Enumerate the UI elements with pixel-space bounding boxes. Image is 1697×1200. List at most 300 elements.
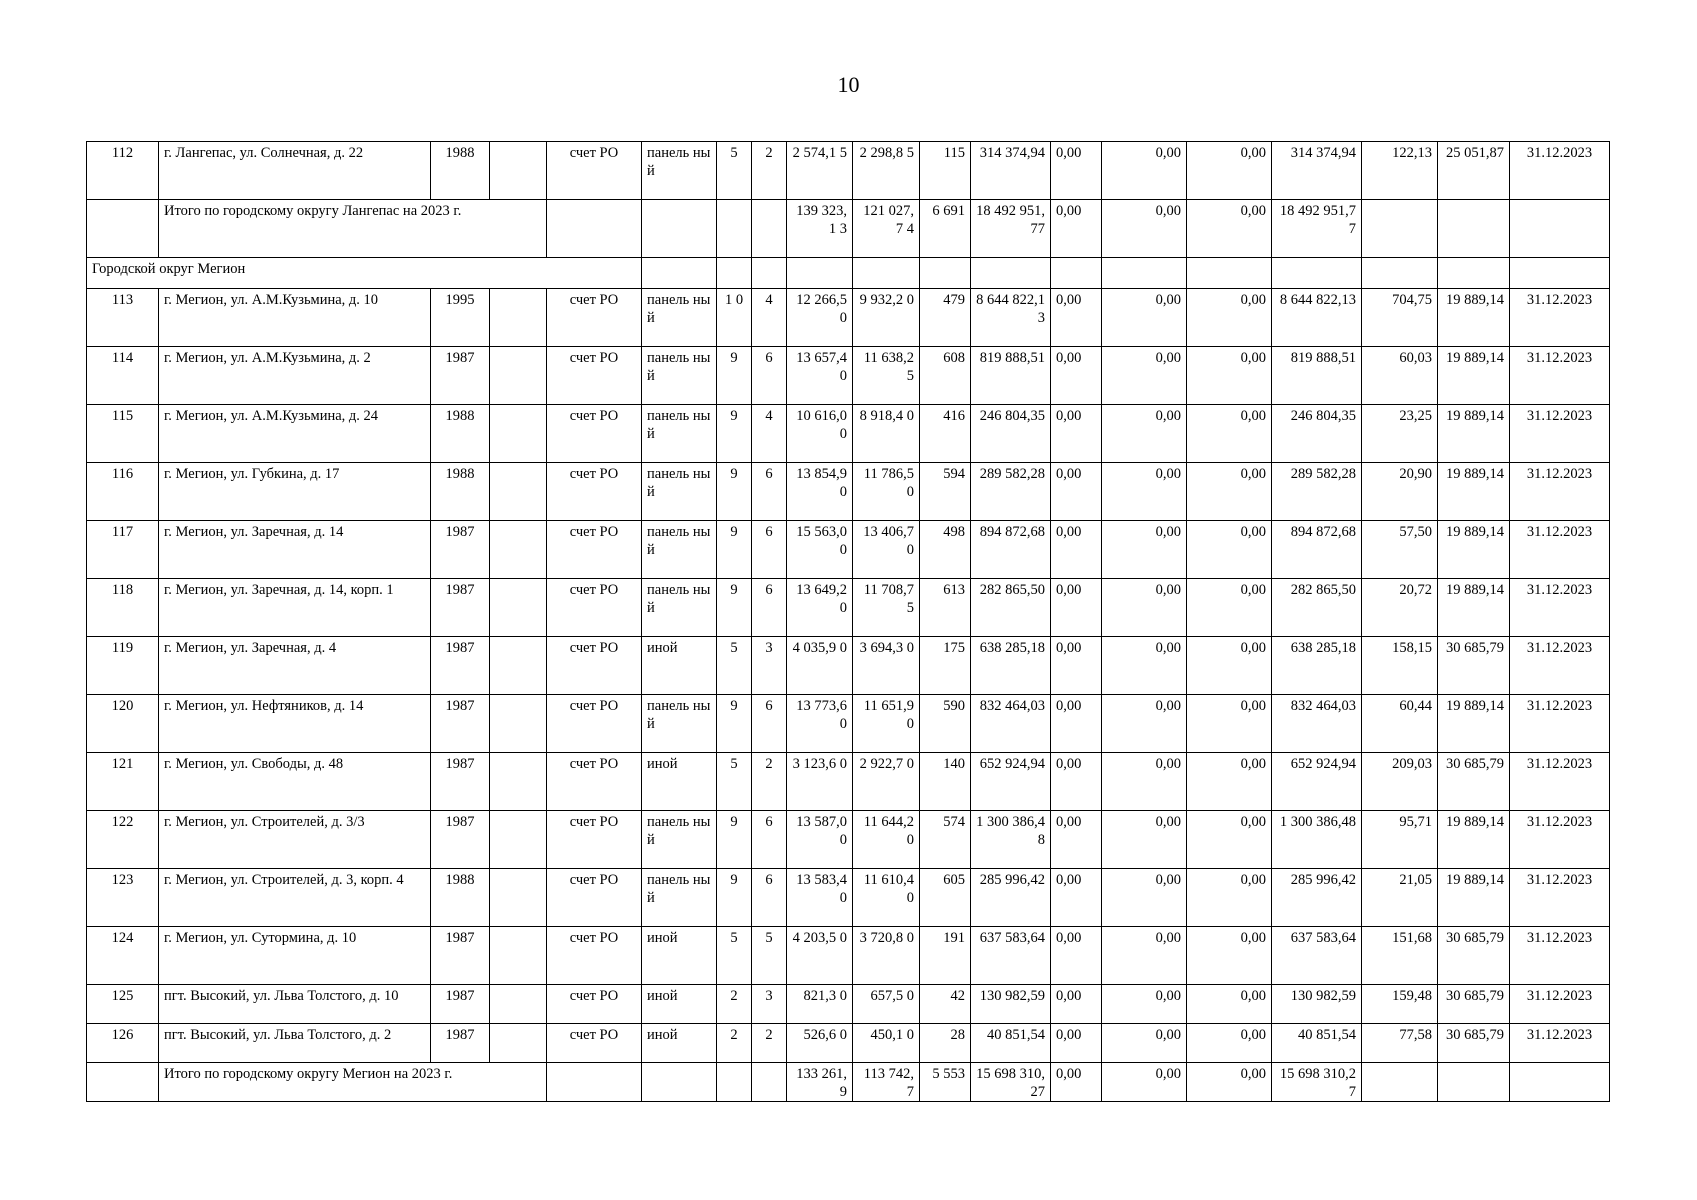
living-area: 11 651,9 0 — [853, 695, 920, 753]
fund-account: счет РО — [547, 637, 642, 695]
fund-municipal: 0,00 — [1187, 521, 1272, 579]
total-cost: 314 374,94 — [971, 142, 1051, 200]
fund-account: счет РО — [547, 753, 642, 811]
entrances-count: 2 — [752, 1024, 787, 1063]
fund-municipal: 0,00 — [1187, 1024, 1272, 1063]
limit-cost: 19 889,14 — [1438, 811, 1510, 869]
limit-cost: 30 685,79 — [1438, 637, 1510, 695]
year-built: 1987 — [431, 521, 490, 579]
empty-cell — [490, 811, 547, 869]
living-area: 13 406,7 0 — [853, 521, 920, 579]
floors-count: 9 — [717, 463, 752, 521]
empty-cell — [717, 200, 752, 258]
fund-account: счет РО — [547, 142, 642, 200]
cost-per-m2: 122,13 — [1362, 142, 1438, 200]
empty-cell — [490, 405, 547, 463]
fund-owners: 894 872,68 — [1272, 521, 1362, 579]
limit-cost: 19 889,14 — [1438, 405, 1510, 463]
floors-count: 5 — [717, 142, 752, 200]
total-row — [87, 200, 1610, 258]
fund-account: счет РО — [547, 521, 642, 579]
fund-regional: 0,00 — [1102, 753, 1187, 811]
fund-federal: 0,00 — [1051, 463, 1102, 521]
empty-cell — [717, 258, 752, 289]
total-area: 13 587,0 0 — [787, 811, 853, 869]
fund-federal: 0,00 — [1051, 142, 1102, 200]
wall-material: панель ный — [642, 521, 717, 579]
empty-cell — [490, 637, 547, 695]
deadline-date: 31.12.2023 — [1510, 289, 1610, 347]
total-cost: 819 888,51 — [971, 347, 1051, 405]
total-area: 821,3 0 — [787, 985, 853, 1024]
year-built: 1987 — [431, 1024, 490, 1063]
row-number: 120 — [87, 695, 159, 753]
empty-cell — [490, 869, 547, 927]
cost-per-m2: 159,48 — [1362, 985, 1438, 1024]
table-row — [87, 927, 1610, 985]
fund-regional: 0,00 — [1102, 985, 1187, 1024]
empty-cell — [1051, 258, 1102, 289]
total-cost: 1 300 386,48 — [971, 811, 1051, 869]
deadline-date: 31.12.2023 — [1510, 579, 1610, 637]
cost-per-m2: 57,50 — [1362, 521, 1438, 579]
total-area: 139 323,1 3 — [787, 200, 853, 258]
deadline-date: 31.12.2023 — [1510, 811, 1610, 869]
empty-cell — [490, 142, 547, 200]
cost-per-m2: 151,68 — [1362, 927, 1438, 985]
floors-count: 9 — [717, 695, 752, 753]
address-cell: г. Мегион, ул. А.М.Кузьмина, д. 24 — [159, 405, 431, 463]
total-area: 3 123,6 0 — [787, 753, 853, 811]
fund-municipal: 0,00 — [1187, 200, 1272, 258]
row-number: 112 — [87, 142, 159, 200]
empty-cell — [547, 1063, 642, 1102]
floors-count: 5 — [717, 927, 752, 985]
limit-cost: 19 889,14 — [1438, 869, 1510, 927]
limit-cost: 19 889,14 — [1438, 521, 1510, 579]
deadline-date: 31.12.2023 — [1510, 142, 1610, 200]
empty-cell — [1272, 258, 1362, 289]
residents-count: 574 — [920, 811, 971, 869]
deadline-date: 31.12.2023 — [1510, 405, 1610, 463]
living-area: 2 922,7 0 — [853, 753, 920, 811]
fund-municipal: 0,00 — [1187, 289, 1272, 347]
year-built: 1987 — [431, 985, 490, 1024]
entrances-count: 6 — [752, 811, 787, 869]
floors-count: 2 — [717, 985, 752, 1024]
fund-owners: 8 644 822,13 — [1272, 289, 1362, 347]
cost-per-m2: 20,72 — [1362, 579, 1438, 637]
fund-federal: 0,00 — [1051, 869, 1102, 927]
fund-regional: 0,00 — [1102, 289, 1187, 347]
fund-owners: 282 865,50 — [1272, 579, 1362, 637]
fund-owners: 638 285,18 — [1272, 637, 1362, 695]
table-row — [87, 753, 1610, 811]
empty-cell — [1187, 258, 1272, 289]
living-area: 3 720,8 0 — [853, 927, 920, 985]
wall-material: панель ный — [642, 695, 717, 753]
fund-account: счет РО — [547, 405, 642, 463]
residents-count: 191 — [920, 927, 971, 985]
table-row — [87, 637, 1610, 695]
empty-cell — [490, 695, 547, 753]
fund-municipal: 0,00 — [1187, 927, 1272, 985]
entrances-count: 3 — [752, 985, 787, 1024]
district-header-row — [87, 258, 1610, 289]
fund-federal: 0,00 — [1051, 985, 1102, 1024]
empty-cell — [1362, 1063, 1438, 1102]
empty-cell — [1362, 258, 1438, 289]
total-area: 4 203,5 0 — [787, 927, 853, 985]
cost-per-m2: 209,03 — [1362, 753, 1438, 811]
fund-federal: 0,00 — [1051, 927, 1102, 985]
empty-cell — [490, 985, 547, 1024]
living-area: 657,5 0 — [853, 985, 920, 1024]
wall-material: панель ный — [642, 347, 717, 405]
fund-owners: 652 924,94 — [1272, 753, 1362, 811]
year-built: 1995 — [431, 289, 490, 347]
fund-regional: 0,00 — [1102, 142, 1187, 200]
floors-count: 9 — [717, 869, 752, 927]
year-built: 1987 — [431, 579, 490, 637]
row-number: 113 — [87, 289, 159, 347]
empty-cell — [490, 579, 547, 637]
total-cost: 289 582,28 — [971, 463, 1051, 521]
fund-account: счет РО — [547, 811, 642, 869]
cost-per-m2: 23,25 — [1362, 405, 1438, 463]
deadline-date: 31.12.2023 — [1510, 985, 1610, 1024]
fund-federal: 0,00 — [1051, 289, 1102, 347]
living-area: 450,1 0 — [853, 1024, 920, 1063]
entrances-count: 3 — [752, 637, 787, 695]
total-cost: 18 492 951,77 — [971, 200, 1051, 258]
fund-owners: 1 300 386,48 — [1272, 811, 1362, 869]
living-area: 121 027,7 4 — [853, 200, 920, 258]
table-row — [87, 579, 1610, 637]
fund-account: счет РО — [547, 463, 642, 521]
fund-owners: 246 804,35 — [1272, 405, 1362, 463]
empty-cell — [87, 1063, 159, 1102]
fund-regional: 0,00 — [1102, 927, 1187, 985]
cost-per-m2: 158,15 — [1362, 637, 1438, 695]
empty-cell — [1102, 258, 1187, 289]
fund-owners: 832 464,03 — [1272, 695, 1362, 753]
total-row — [87, 1063, 1610, 1102]
limit-cost: 30 685,79 — [1438, 753, 1510, 811]
residents-count: 479 — [920, 289, 971, 347]
year-built: 1987 — [431, 811, 490, 869]
wall-material: иной — [642, 637, 717, 695]
fund-municipal: 0,00 — [1187, 142, 1272, 200]
limit-cost: 19 889,14 — [1438, 463, 1510, 521]
empty-cell — [1510, 200, 1610, 258]
residents-count: 594 — [920, 463, 971, 521]
empty-cell — [490, 753, 547, 811]
floors-count: 9 — [717, 405, 752, 463]
entrances-count: 5 — [752, 927, 787, 985]
living-area: 11 708,7 5 — [853, 579, 920, 637]
deadline-date: 31.12.2023 — [1510, 521, 1610, 579]
floors-count: 9 — [717, 579, 752, 637]
total-cost: 832 464,03 — [971, 695, 1051, 753]
total-title: Итого по городскому округу Мегион на 2023 г. — [159, 1063, 547, 1102]
total-title: Итого по городскому округу Лангепас на 2023 г. — [159, 200, 547, 258]
year-built: 1987 — [431, 695, 490, 753]
residents-count: 175 — [920, 637, 971, 695]
row-number: 114 — [87, 347, 159, 405]
fund-owners: 819 888,51 — [1272, 347, 1362, 405]
address-cell: г. Мегион, ул. Заречная, д. 14 — [159, 521, 431, 579]
wall-material: панель ный — [642, 579, 717, 637]
address-cell: г. Мегион, ул. Заречная, д. 14, корп. 1 — [159, 579, 431, 637]
fund-municipal: 0,00 — [1187, 811, 1272, 869]
limit-cost: 25 051,87 — [1438, 142, 1510, 200]
empty-cell — [1438, 200, 1510, 258]
fund-account: счет РО — [547, 289, 642, 347]
row-number: 123 — [87, 869, 159, 927]
fund-federal: 0,00 — [1051, 521, 1102, 579]
address-cell: пгт. Высокий, ул. Льва Толстого, д. 2 — [159, 1024, 431, 1063]
table-row — [87, 521, 1610, 579]
table-row — [87, 869, 1610, 927]
table-row — [87, 347, 1610, 405]
wall-material: иной — [642, 927, 717, 985]
address-cell: г. Мегион, ул. Нефтяников, д. 14 — [159, 695, 431, 753]
empty-cell — [752, 258, 787, 289]
limit-cost: 19 889,14 — [1438, 579, 1510, 637]
address-cell: г. Мегион, ул. Строителей, д. 3/3 — [159, 811, 431, 869]
empty-cell — [490, 463, 547, 521]
limit-cost: 30 685,79 — [1438, 927, 1510, 985]
residents-count: 42 — [920, 985, 971, 1024]
floors-count: 2 — [717, 1024, 752, 1063]
address-cell: г. Мегион, ул. Свободы, д. 48 — [159, 753, 431, 811]
fund-federal: 0,00 — [1051, 579, 1102, 637]
empty-cell — [1438, 1063, 1510, 1102]
cost-per-m2: 77,58 — [1362, 1024, 1438, 1063]
empty-cell — [787, 258, 853, 289]
residents-count: 590 — [920, 695, 971, 753]
deadline-date: 31.12.2023 — [1510, 695, 1610, 753]
fund-account: счет РО — [547, 869, 642, 927]
address-cell: г. Мегион, ул. А.М.Кузьмина, д. 10 — [159, 289, 431, 347]
empty-cell — [1510, 1063, 1610, 1102]
address-cell: г. Лангепас, ул. Солнечная, д. 22 — [159, 142, 431, 200]
entrances-count: 4 — [752, 289, 787, 347]
row-number: 115 — [87, 405, 159, 463]
total-area: 13 657,4 0 — [787, 347, 853, 405]
wall-material: панель ный — [642, 463, 717, 521]
fund-account: счет РО — [547, 1024, 642, 1063]
fund-federal: 0,00 — [1051, 200, 1102, 258]
empty-cell — [971, 258, 1051, 289]
row-number: 122 — [87, 811, 159, 869]
row-number: 124 — [87, 927, 159, 985]
fund-municipal: 0,00 — [1187, 695, 1272, 753]
total-area: 13 649,2 0 — [787, 579, 853, 637]
fund-account: счет РО — [547, 985, 642, 1024]
fund-regional: 0,00 — [1102, 637, 1187, 695]
total-area: 13 773,6 0 — [787, 695, 853, 753]
address-cell: г. Мегион, ул. Строителей, д. 3, корп. 4 — [159, 869, 431, 927]
total-cost: 8 644 822,13 — [971, 289, 1051, 347]
fund-owners: 285 996,42 — [1272, 869, 1362, 927]
fund-federal: 0,00 — [1051, 1024, 1102, 1063]
residents-count: 140 — [920, 753, 971, 811]
empty-cell — [87, 200, 159, 258]
total-cost: 282 865,50 — [971, 579, 1051, 637]
total-area: 13 854,9 0 — [787, 463, 853, 521]
living-area: 11 644,2 0 — [853, 811, 920, 869]
year-built: 1988 — [431, 869, 490, 927]
total-cost: 246 804,35 — [971, 405, 1051, 463]
fund-municipal: 0,00 — [1187, 753, 1272, 811]
empty-cell — [642, 200, 717, 258]
fund-municipal: 0,00 — [1187, 1063, 1272, 1102]
table-row — [87, 142, 1610, 200]
fund-federal: 0,00 — [1051, 753, 1102, 811]
living-area: 8 918,4 0 — [853, 405, 920, 463]
total-cost: 130 982,59 — [971, 985, 1051, 1024]
fund-regional: 0,00 — [1102, 1024, 1187, 1063]
total-cost: 638 285,18 — [971, 637, 1051, 695]
deadline-date: 31.12.2023 — [1510, 869, 1610, 927]
fund-municipal: 0,00 — [1187, 985, 1272, 1024]
fund-owners: 289 582,28 — [1272, 463, 1362, 521]
fund-regional: 0,00 — [1102, 200, 1187, 258]
fund-regional: 0,00 — [1102, 405, 1187, 463]
living-area: 11 786,5 0 — [853, 463, 920, 521]
fund-municipal: 0,00 — [1187, 405, 1272, 463]
entrances-count: 6 — [752, 521, 787, 579]
empty-cell — [642, 258, 717, 289]
empty-cell — [547, 200, 642, 258]
year-built: 1987 — [431, 927, 490, 985]
total-area: 13 583,4 0 — [787, 869, 853, 927]
empty-cell — [490, 521, 547, 579]
deadline-date: 31.12.2023 — [1510, 1024, 1610, 1063]
total-cost: 285 996,42 — [971, 869, 1051, 927]
fund-regional: 0,00 — [1102, 521, 1187, 579]
table-row — [87, 1024, 1610, 1063]
row-number: 121 — [87, 753, 159, 811]
entrances-count: 2 — [752, 753, 787, 811]
residents-count: 613 — [920, 579, 971, 637]
empty-cell — [752, 1063, 787, 1102]
fund-regional: 0,00 — [1102, 869, 1187, 927]
floors-count: 9 — [717, 811, 752, 869]
wall-material: панель ный — [642, 142, 717, 200]
year-built: 1988 — [431, 463, 490, 521]
total-area: 526,6 0 — [787, 1024, 853, 1063]
fund-regional: 0,00 — [1102, 347, 1187, 405]
total-area: 15 563,0 0 — [787, 521, 853, 579]
wall-material: панель ный — [642, 405, 717, 463]
cost-per-m2: 20,90 — [1362, 463, 1438, 521]
fund-owners: 314 374,94 — [1272, 142, 1362, 200]
deadline-date: 31.12.2023 — [1510, 463, 1610, 521]
fund-regional: 0,00 — [1102, 1063, 1187, 1102]
fund-owners: 15 698 310,27 — [1272, 1063, 1362, 1102]
row-number: 118 — [87, 579, 159, 637]
residents-count: 28 — [920, 1024, 971, 1063]
wall-material: панель ный — [642, 811, 717, 869]
entrances-count: 6 — [752, 869, 787, 927]
address-cell: г. Мегион, ул. Заречная, д. 4 — [159, 637, 431, 695]
cost-per-m2: 95,71 — [1362, 811, 1438, 869]
fund-account: счет РО — [547, 927, 642, 985]
empty-cell — [1438, 258, 1510, 289]
fund-federal: 0,00 — [1051, 637, 1102, 695]
living-area: 9 932,2 0 — [853, 289, 920, 347]
empty-cell — [490, 289, 547, 347]
fund-regional: 0,00 — [1102, 695, 1187, 753]
table-row — [87, 985, 1610, 1024]
living-area: 11 610,4 0 — [853, 869, 920, 927]
address-cell: г. Мегион, ул. Губкина, д. 17 — [159, 463, 431, 521]
entrances-count: 2 — [752, 142, 787, 200]
deadline-date: 31.12.2023 — [1510, 753, 1610, 811]
total-area: 4 035,9 0 — [787, 637, 853, 695]
empty-cell — [717, 1063, 752, 1102]
fund-municipal: 0,00 — [1187, 579, 1272, 637]
total-cost: 40 851,54 — [971, 1024, 1051, 1063]
district-title: Городской округ Мегион — [87, 258, 642, 289]
year-built: 1987 — [431, 347, 490, 405]
total-cost: 637 583,64 — [971, 927, 1051, 985]
deadline-date: 31.12.2023 — [1510, 347, 1610, 405]
fund-owners: 130 982,59 — [1272, 985, 1362, 1024]
wall-material: иной — [642, 985, 717, 1024]
wall-material: иной — [642, 1024, 717, 1063]
table-row — [87, 405, 1610, 463]
residents-count: 115 — [920, 142, 971, 200]
table-row — [87, 289, 1610, 347]
fund-federal: 0,00 — [1051, 405, 1102, 463]
fund-owners: 637 583,64 — [1272, 927, 1362, 985]
empty-cell — [853, 258, 920, 289]
living-area: 113 742,7 — [853, 1063, 920, 1102]
address-cell: г. Мегион, ул. Сутормина, д. 10 — [159, 927, 431, 985]
cost-per-m2: 704,75 — [1362, 289, 1438, 347]
cost-per-m2: 21,05 — [1362, 869, 1438, 927]
floors-count: 9 — [717, 347, 752, 405]
total-area: 133 261,9 — [787, 1063, 853, 1102]
total-area: 10 616,0 0 — [787, 405, 853, 463]
table-row — [87, 695, 1610, 753]
floors-count: 9 — [717, 521, 752, 579]
floors-count: 5 — [717, 637, 752, 695]
fund-regional: 0,00 — [1102, 463, 1187, 521]
floors-count: 1 0 — [717, 289, 752, 347]
row-number: 119 — [87, 637, 159, 695]
deadline-date: 31.12.2023 — [1510, 637, 1610, 695]
fund-account: счет РО — [547, 347, 642, 405]
empty-cell — [752, 200, 787, 258]
total-cost: 15 698 310,27 — [971, 1063, 1051, 1102]
fund-municipal: 0,00 — [1187, 869, 1272, 927]
fund-federal: 0,00 — [1051, 1063, 1102, 1102]
table-row — [87, 463, 1610, 521]
floors-count: 5 — [717, 753, 752, 811]
total-area: 2 574,1 5 — [787, 142, 853, 200]
fund-owners: 18 492 951,77 — [1272, 200, 1362, 258]
table-row — [87, 811, 1610, 869]
year-built: 1988 — [431, 142, 490, 200]
fund-owners: 40 851,54 — [1272, 1024, 1362, 1063]
row-number: 126 — [87, 1024, 159, 1063]
fund-account: счет РО — [547, 579, 642, 637]
